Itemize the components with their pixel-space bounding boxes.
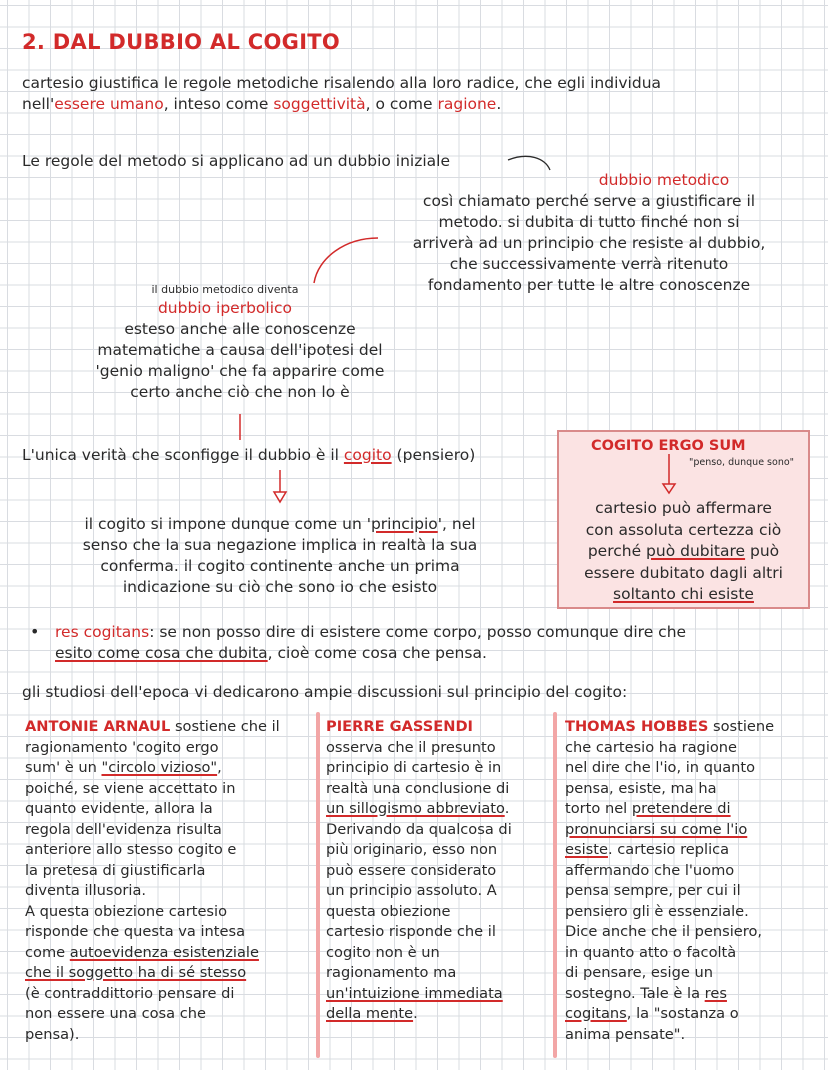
- col2-line: principio di cartesio è in: [326, 759, 502, 776]
- ragione-term: ragione: [437, 95, 497, 113]
- cogito-box-subtitle: "penso, dunque sono": [689, 457, 795, 468]
- res-cogitans-line-2: [55, 643, 815, 664]
- column-divider: [316, 712, 320, 1058]
- sillogismo-term: un sillogismo abbreviato: [326, 800, 505, 817]
- cogito-box-line: cartesio può affermare: [595, 499, 772, 517]
- col1-line: la pretesa di giustificarla: [25, 861, 206, 879]
- res-term: res: [704, 984, 727, 1002]
- col2-line: più originario, esso non: [326, 841, 498, 858]
- esiste-term: esiste: [565, 841, 608, 858]
- dubbio-metodico-block: [380, 170, 798, 296]
- col2-text: .: [504, 800, 510, 817]
- puo-dubitare-term: può dubitare: [646, 542, 746, 560]
- res-cogitans-term: res cogitans: [55, 623, 150, 641]
- principio-line: indicazione su ciò che sono io che esisto: [122, 578, 438, 596]
- col3-line: [565, 799, 820, 820]
- hobbes-name: THOMAS HOBBES: [565, 718, 709, 735]
- col3-line: [565, 840, 820, 861]
- cogito-box-arrow: [659, 454, 679, 496]
- cogito-box-text: [559, 498, 808, 606]
- dubbio-iperbolico-line: certo anche ciò che non lo è: [130, 383, 350, 401]
- intro-text: , o come: [365, 95, 438, 113]
- res-cogitans-paragraph: [55, 622, 815, 664]
- dubbio-metodico-line: che successivamente verrà ritenuto: [449, 255, 729, 273]
- dubbio-iperbolico-line: 'genio maligno' che fa apparire come: [95, 362, 385, 380]
- col2-line: realtà una conclusione di: [326, 779, 510, 797]
- col3-line: pensa, esiste, ma ha: [565, 779, 717, 797]
- cogito-line: [22, 445, 475, 466]
- principio-line: [40, 514, 520, 535]
- col1-line: [25, 943, 315, 964]
- col3-text: torto nel: [565, 800, 632, 817]
- col1-text: ,: [217, 759, 222, 776]
- col3-text: , la "sostanza o: [626, 1005, 739, 1022]
- col1-line: diventa illusoria.: [25, 882, 147, 899]
- col1-line: ragionamento 'cogito ergo: [25, 738, 219, 756]
- dubbio-iperbolico-line: esteso anche alle conoscenze: [124, 320, 356, 338]
- curve-to-dubbio-metodico: [508, 156, 550, 170]
- cogitans-term: cogitans: [565, 1005, 627, 1022]
- col3-line: Dice anche che il pensiero,: [565, 923, 763, 940]
- col1-line: [25, 717, 315, 738]
- curve-to-dubbio-iperbolico: [314, 238, 378, 283]
- principio-line: conferma. il cogito continente anche un prima: [100, 557, 460, 575]
- cogito-ergo-sum-box: [557, 430, 810, 609]
- col2-line: questa obiezione: [326, 902, 451, 920]
- col3-line: [565, 984, 820, 1005]
- col2-line: un principio assoluto. A: [326, 882, 497, 899]
- res-cogitans-line-1: [55, 622, 815, 643]
- cogito-line-pre: L'unica verità che sconfigge il dubbio è il: [22, 446, 344, 464]
- cogito-box-line: con assoluta certezza ciò: [585, 520, 782, 539]
- page-title: 2. DAL DUBBIO AL COGITO: [22, 30, 341, 54]
- col3-line: in quanto atto o facoltà: [565, 943, 737, 961]
- intro-text: .: [496, 95, 502, 113]
- gassendi-name: PIERRE GASSENDI: [326, 718, 473, 735]
- dubbio-metodico-line: metodo. si dubita di tutto finché non si: [438, 213, 740, 231]
- cogito-box-line: soltanto chi esiste: [613, 585, 754, 603]
- col3-text: sostegno. Tale è la: [565, 984, 705, 1002]
- bullet-icon: •: [30, 622, 40, 641]
- col3-text: sostiene: [708, 718, 775, 735]
- col3-line: affermando che l'uomo: [565, 861, 735, 879]
- intro-text: nell': [22, 95, 55, 113]
- col3-line: pensiero gli è essenziale.: [565, 902, 749, 920]
- essere-umano-term: essere umano: [54, 95, 164, 113]
- principio-term: principio: [370, 515, 438, 533]
- arnaul-name: ANTONIE ARNAUL: [25, 718, 171, 735]
- cogito-box-text-span: perché: [587, 542, 647, 560]
- cogito-line-post: (pensiero): [391, 446, 476, 464]
- res-cogitans-text: , cioè come cosa che pensa.: [267, 644, 487, 662]
- column-hobbes: [565, 717, 820, 1045]
- col3-line: anima pensate".: [565, 1025, 686, 1043]
- intro-line-1: cartesio giustifica le regole metodiche risalendo alla loro radice, che egli individua: [22, 74, 662, 92]
- col1-line: che il soggetto ha di sé stesso: [25, 964, 247, 981]
- intro-text: , inteso come: [163, 95, 274, 113]
- col1-line: poiché, se viene accettato in: [25, 779, 236, 797]
- dubbio-iperbolico-pre: il dubbio metodico diventa: [151, 283, 299, 296]
- regole-line: Le regole del metodo si applicano ad un dubbio iniziale: [22, 152, 451, 170]
- col3-line: pronunciarsi su come l'io: [565, 820, 748, 838]
- col1-text: sostiene che il: [170, 718, 280, 735]
- col1-line: non essere una cosa che: [25, 1005, 206, 1022]
- col1-text: come: [25, 943, 70, 961]
- col2-line: ragionamento ma: [326, 964, 457, 981]
- col3-line: che cartesio ha ragione: [565, 738, 738, 756]
- della-mente-term: della mente: [326, 1005, 414, 1022]
- dubbio-metodico-line: fondamento per tutte le altre conoscenze: [427, 276, 751, 294]
- autoevidenza-term: autoevidenza esistenziale: [69, 943, 259, 961]
- column-gassendi: [326, 717, 554, 1025]
- principio-block: [40, 514, 520, 598]
- dubbio-iperbolico-block: [60, 282, 420, 403]
- res-cogitans-text: : se non posso dire di esistere come corpo, posso comunque dire che: [149, 623, 687, 641]
- col1-line: pensa).: [25, 1025, 80, 1043]
- col3-line: [565, 717, 820, 738]
- col3-line: [565, 1004, 820, 1025]
- principio-text: il cogito si impone dunque come un ': [84, 515, 371, 533]
- col1-line: regola dell'evidenza risulta: [25, 820, 222, 838]
- cogito-box-title: COGITO ERGO SUM: [591, 438, 746, 454]
- col2-line: [326, 1004, 554, 1025]
- cogito-box-line: [559, 541, 808, 563]
- col3-line: nel dire che l'io, in quanto: [565, 759, 756, 776]
- col2-line: può essere considerato: [326, 861, 497, 879]
- principio-text: ', nel: [437, 515, 476, 533]
- col3-text: . cartesio replica: [607, 841, 730, 858]
- arrow-head-cogito: [274, 492, 286, 502]
- col1-line: (è contraddittorio pensare di: [25, 984, 235, 1002]
- dubbio-iperbolico-title: dubbio iperbolico: [157, 299, 293, 317]
- col2-line: osserva che il presunto: [326, 738, 496, 756]
- col2-line: cartesio risponde che il: [326, 923, 496, 940]
- dubbio-iperbolico-line: matematiche a causa dell'ipotesi del: [97, 341, 383, 359]
- column-arnaul: [25, 717, 315, 1045]
- circolo-vizioso-term: "circolo vizioso": [101, 759, 218, 776]
- esito-term: esito come cosa che dubita: [55, 644, 268, 662]
- col1-line: quanto evidente, allora la: [25, 800, 213, 817]
- soggettivita-term: soggettività: [273, 95, 366, 113]
- dubbio-metodico-line: arriverà ad un principio che resiste al dubbio,: [412, 234, 766, 252]
- dubbio-metodico-title: dubbio metodico: [598, 171, 730, 189]
- dubbio-metodico-line: così chiamato perché serve a giustificare il: [422, 192, 756, 210]
- col2-line: cogito non è un: [326, 943, 440, 961]
- col2-line: un'intuizione immediata: [326, 984, 503, 1002]
- pretendere-term: pretendere di: [631, 800, 731, 817]
- col3-line: pensa sempre, per cui il: [565, 882, 741, 899]
- col2-text: .: [413, 1005, 418, 1022]
- col3-line: di pensare, esige un: [565, 964, 713, 981]
- col1-line: anteriore allo stesso cogito e: [25, 841, 237, 858]
- principio-line: senso che la sua negazione implica in realtà la sua: [82, 536, 478, 554]
- col2-line: [326, 799, 554, 820]
- col1-text: sum' è un: [25, 759, 102, 776]
- cogito-term: cogito: [343, 446, 392, 464]
- col2-line: Derivando da qualcosa di: [326, 820, 512, 838]
- col1-line: [25, 758, 315, 779]
- col1-line: A questa obiezione cartesio: [25, 902, 228, 920]
- studiosi-line: gli studiosi dell'epoca vi dedicarono ampie discussioni sul principio del cogito:: [22, 683, 628, 701]
- cogito-box-line: essere dubitato dagli altri: [584, 563, 783, 582]
- cogito-box-text-span: può: [745, 542, 780, 560]
- col1-line: risponde che questa va intesa: [25, 923, 246, 940]
